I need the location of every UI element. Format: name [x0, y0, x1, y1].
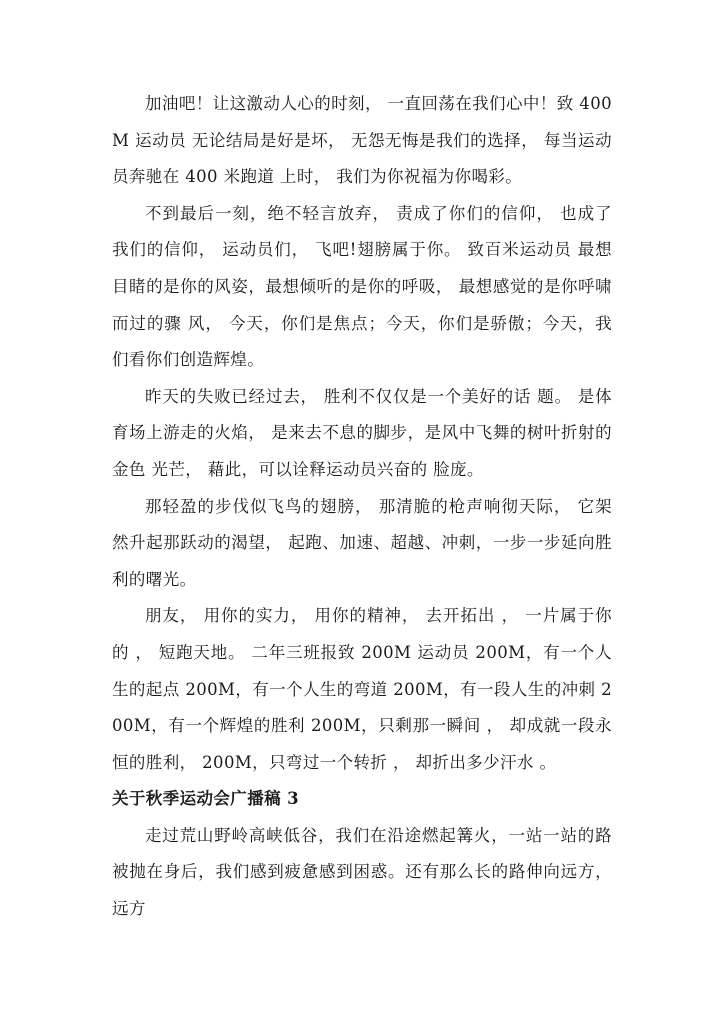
paragraph-3: 昨天的失败已经过去， 胜利不仅仅是一个美好的话 题。 是体育场上游走的火焰， 是来去不息的脚步，是风中飞舞的树叶折射的金色 光芒， 藉此，可以诠释运动员兴奋的 脸庞。 [112, 386, 612, 479]
paragraph-5: 朋友， 用你的实力， 用你的精神， 去开拓出 ， 一片属于你的 ， 短跑天地。 二年三班报致 200M 运动员 200M，有一个人生的起点 200M，有一个人生的弯道 200M，有一段人生的冲刺 200M，有一个辉煌的胜利 200M，只剩那一瞬间 ， 却成就一段永恒的胜利， 200M，只弯过一个转折 ， 却折出多少汗水 。 [112, 606, 612, 772]
paragraph-1: 加油吧！让这激动人心的时刻， 一直回荡在我们心中！致 400M 运动员 无论结局是好是坏， 无怨无悔是我们的选择， 每当运动员奔驰在 400 米跑道 上时， 我们为你祝福为你喝彩。 [112, 94, 612, 187]
paragraph-2: 不到最后一刻，绝不轻言放弃， 责成了你们的信仰， 也成了我们的信仰， 运动员们， 飞吧!翅膀属于你。 致百米运动员 最想目睹的是你的风姿，最想倾听的是你的呼吸， 最想感觉的是你呼啸而过的骤 风， 今天，你们是焦点；今天，你们是骄傲；今天，我们看你们创造辉煌。 [112, 203, 612, 370]
paragraph-6: 走过荒山野岭高峡低谷，我们在沿途燃起篝火，一站一站的路被抛在身后，我们感到疲惫感到困惑。还有那么长的路伸向远方，远方 [112, 825, 612, 919]
document-body [112, 86, 612, 928]
paragraph-4: 那轻盈的步伐似飞鸟的翅膀， 那清脆的枪声响彻天际， 它架然升起那跃动的渴望， 起跑、加速、超越、冲刺，一步一步延向胜利的曙光。 [112, 496, 612, 589]
section-heading: 关于秋季运动会广播稿 3 [112, 789, 300, 809]
